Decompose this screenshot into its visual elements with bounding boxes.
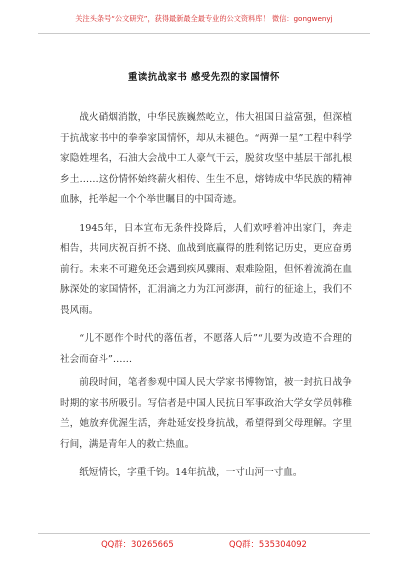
footer-divider bbox=[38, 533, 370, 534]
document-body bbox=[60, 108, 352, 492]
document-title: 重读抗战家书 感受先烈的家国情怀 bbox=[128, 72, 280, 83]
paragraph: 前段时间，笔者参观中国人民大学家书博物馆，被一封抗日战争时期的家书所吸引。写信者是中国人民抗日军事政治大学女学员韩稚兰，她放弃优渥生活，奔赴延安投身抗战，希望得到父母理解。字里行间，满是青年人的救亡热血。 bbox=[60, 377, 352, 450]
header-notice: 关注头条号“公文研究”，获得最新最全最专业的公文资料库！ 微信：gongwenyj bbox=[75, 14, 333, 23]
paragraph: 1945年，日本宣布无条件投降后，人们欢呼着冲出家门，奔走相告，共同庆祝百折不挠、血战到底赢得的胜利铭记历史，更应奋勇前行。未来不可避免还会遇到疾风骤雨、艰难险阻，但怀着流淌在血脉深处的家国情怀，汇涓滴之力为江河澎湃，前行的征途上，我们不畏风雨。 bbox=[60, 222, 352, 316]
paragraph: 纸短情长，字重千钧。14年抗战，一寸山河一寸血。 bbox=[79, 467, 303, 478]
footer-contacts bbox=[0, 538, 408, 550]
paragraph: 战火硝烟消散，中华民族巍然屹立，伟大祖国日益富强，但深植于抗战家书中的拳拳家国情怀，却从未褪色。“两弹一星”工程中科学家隐姓埋名，石油大会战中工人豪气干云，脱贫攻坚中基层干部扎根乡土……这份情怀始终薪火相传、生生不息，熔铸成中华民族的精神血脉，托举起一个个举世瞩目的中国奇迹。 bbox=[60, 112, 352, 205]
header-divider bbox=[38, 33, 370, 34]
footer-qq-group-1: QQ群：30265665 bbox=[101, 539, 174, 549]
footer-qq-group-2: QQ群：535304092 bbox=[229, 539, 307, 549]
paragraph: “儿不愿作个时代的落伍者，不愿落人后”“儿要为改造不合理的社会而奋斗”…… bbox=[60, 333, 352, 365]
